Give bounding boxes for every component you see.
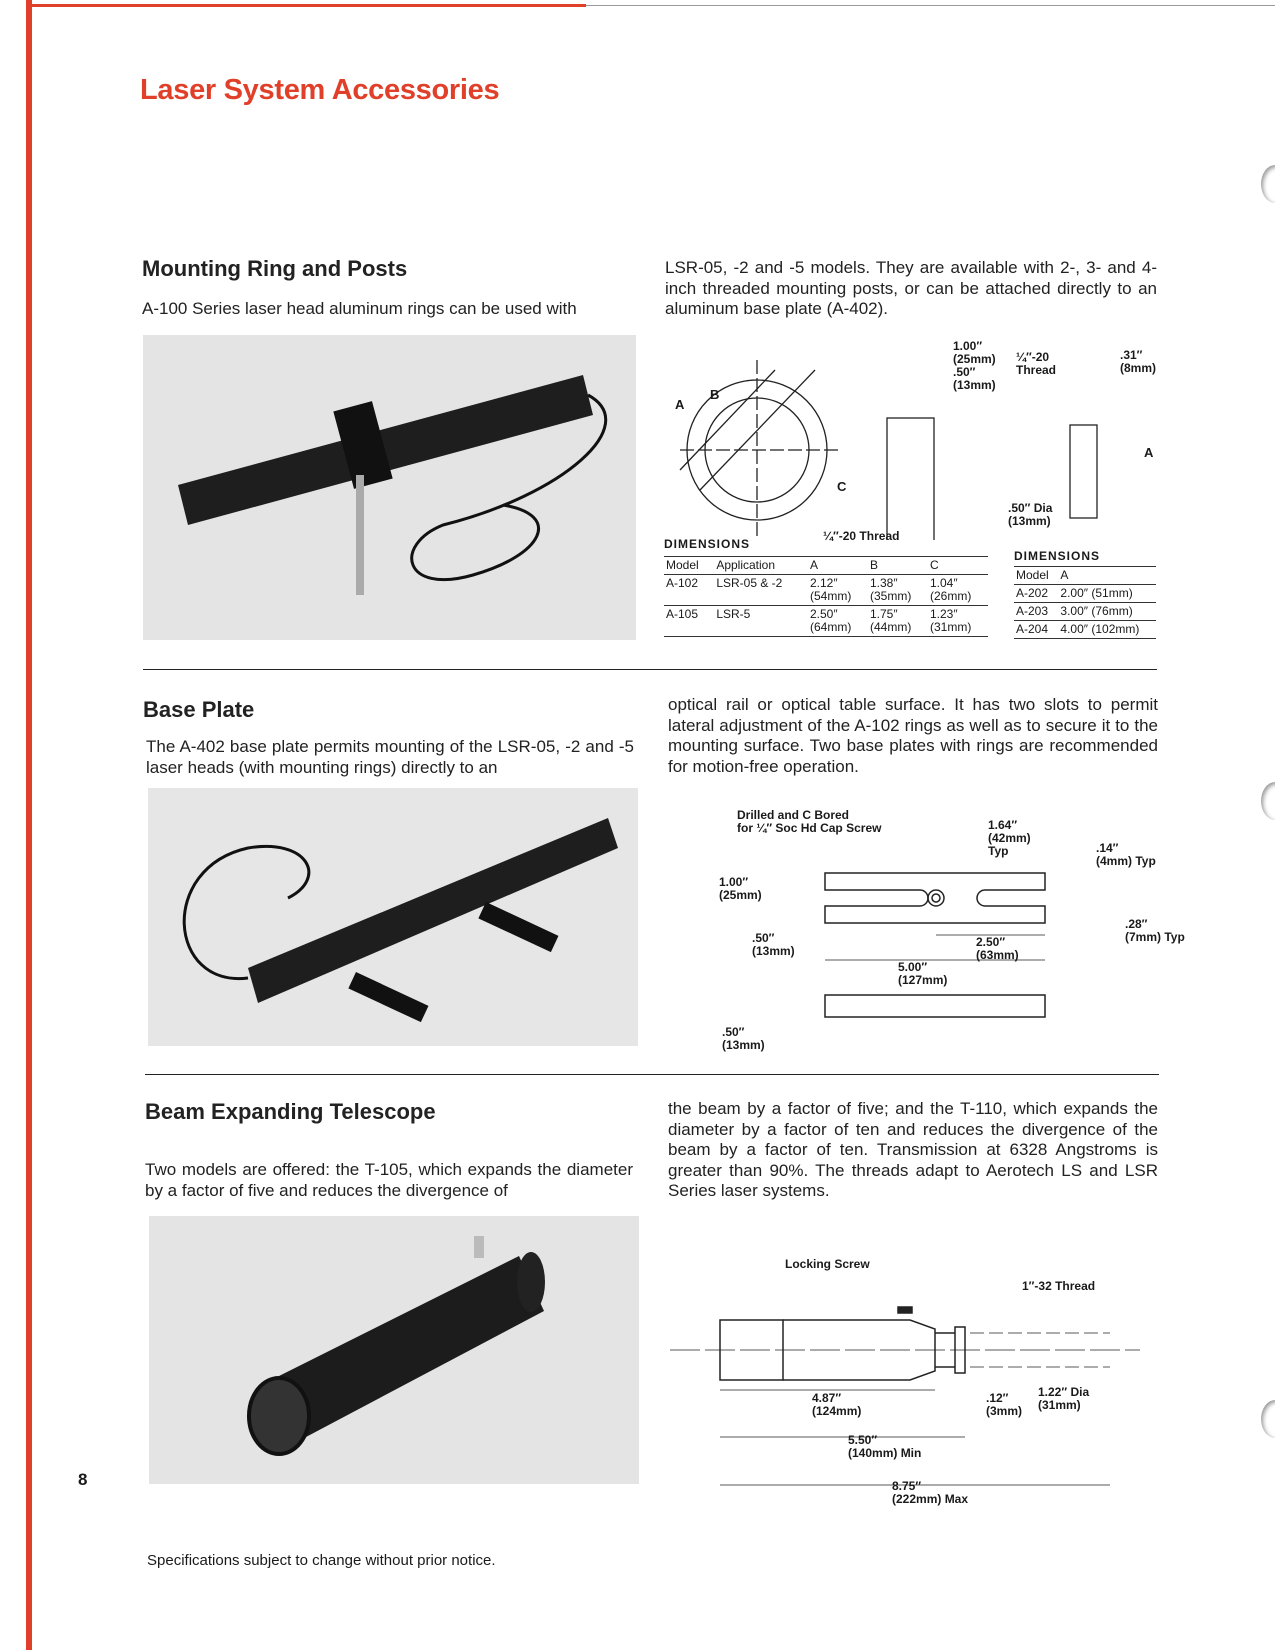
binder-hole	[1261, 782, 1275, 820]
dim-value-mm: (8mm)	[1120, 361, 1157, 375]
dim-value: 2.50″	[976, 935, 1006, 949]
dim-value-mm: (31mm)	[1038, 1398, 1081, 1412]
dim-value: 4.87″	[812, 1391, 842, 1405]
dim-value-mm: (222mm) Max	[892, 1492, 969, 1506]
mounting-text-right: LSR-05, -2 and -5 models. They are available with 2-, 3- and 4-inch threaded mounting posts, or can be attached directly to an aluminum base plate (A-402).	[665, 258, 1157, 318]
slot-width-label	[1096, 842, 1156, 868]
red-margin-bar	[26, 0, 32, 1650]
telescope-text-left: Two models are offered: the T-105, which expands the diameter by a factor of five and reduces the divergence of	[145, 1160, 633, 1200]
table-cell: 1.23″ (31mm)	[930, 607, 972, 634]
dim-value: 1.22″ Dia	[1038, 1385, 1090, 1399]
half-height-label	[752, 932, 795, 958]
column-header: Model	[666, 558, 699, 572]
section-heading-mounting: Mounting Ring and Posts	[142, 256, 408, 281]
dim-value: .12″	[986, 1391, 1009, 1405]
dim-value: for ¼″ Soc Hd Cap Screw	[737, 821, 882, 835]
laser-photo-illustration	[143, 335, 636, 640]
dim-value-mm: (13mm)	[722, 1038, 765, 1052]
mounting-ring-diagram	[640, 340, 1160, 540]
table-cell: A-202	[1016, 586, 1049, 600]
table-cell: A-105	[666, 607, 699, 621]
dim-value-mm: (3mm)	[986, 1404, 1023, 1418]
table-row	[1014, 603, 1156, 621]
dim-value: ¼″-20	[1016, 350, 1050, 364]
dim-b-label: B	[710, 387, 720, 402]
dim-value: 1.00″	[953, 339, 983, 353]
table-cell: LSR-05 & -2	[716, 576, 783, 590]
ring-dimensions-table	[664, 556, 988, 637]
dim-value: Typ	[988, 844, 1009, 858]
dim-value: .28″	[1125, 917, 1148, 931]
table-row	[1014, 621, 1156, 639]
mounting-text-left: A-100 Series laser head aluminum rings can be used with	[142, 299, 577, 318]
dim-value-mm: (42mm)	[988, 831, 1031, 845]
dim-value: 1.00″	[719, 875, 749, 889]
photo-laser-on-base-plate	[148, 788, 638, 1046]
dim-value: .50″	[752, 931, 775, 945]
half-length-label	[976, 936, 1019, 962]
dim-a-label: A	[675, 397, 685, 412]
section-divider	[145, 1074, 1159, 1075]
dim-value: 5.50″	[848, 1433, 878, 1447]
table-cell: A-102	[666, 576, 699, 590]
table-row	[664, 575, 988, 606]
ring-width-label	[986, 1392, 1022, 1418]
binder-hole	[1261, 1400, 1275, 1438]
table-cell: 2.12″ (54mm)	[810, 576, 852, 603]
photo-laser-with-mounting-ring	[143, 335, 636, 640]
dim-value: Thread	[1016, 363, 1057, 377]
dim-value: Drilled and C Bored	[737, 808, 850, 822]
dim-value-mm: (25mm)	[953, 352, 996, 366]
column-header: Application	[716, 558, 776, 572]
binder-hole	[1261, 165, 1275, 203]
table-cell: LSR-5	[716, 607, 751, 621]
baseplate-text-right: optical rail or optical table surface. It has two slots to permit lateral adjustment of the A-102 rings as well as to secure it to the mounting surface. Two base plates with rings are recommended for motion-free operation.	[668, 695, 1158, 776]
thread-label: 1″-32 Thread	[1022, 1279, 1096, 1293]
slot-spacing-label	[1125, 918, 1185, 944]
dim-value-mm: (13mm)	[1008, 514, 1051, 528]
dim-value-mm: (13mm)	[752, 944, 795, 958]
length-label	[898, 961, 947, 987]
post-table-title: DIMENSIONS	[1014, 549, 1101, 563]
table-cell: A-203	[1016, 604, 1049, 618]
baseplate-text-left: The A-402 base plate permits mounting of the LSR-05, -2 and -5 laser heads (with mounting rings) directly to an	[146, 737, 634, 777]
bore-label	[737, 809, 881, 835]
ring-width-label	[953, 340, 996, 392]
section-heading-telescope: Beam Expanding Telescope	[145, 1099, 436, 1124]
table-header-row	[1014, 567, 1156, 585]
dim-value: .31″	[1120, 348, 1143, 362]
slot-label	[988, 819, 1031, 858]
dim-value: .50″	[722, 1025, 745, 1039]
page-number: 8	[78, 1470, 88, 1489]
dim-value-mm: (7mm) Typ	[1125, 930, 1185, 944]
footer-note: Specifications subject to change without prior notice.	[147, 1552, 496, 1569]
table-cell: 2.50″ (64mm)	[810, 607, 852, 634]
dim-value: .50″	[953, 365, 976, 379]
height-label	[719, 876, 762, 902]
table-cell: 4.00″ (102mm)	[1060, 622, 1140, 636]
dim-value: .14″	[1096, 841, 1119, 855]
dim-value-mm: (4mm) Typ	[1096, 854, 1156, 868]
dim-value-mm: (127mm)	[898, 973, 948, 987]
column-header: A	[1060, 568, 1069, 582]
dim-value-mm: (124mm)	[812, 1404, 862, 1418]
table-cell: 3.00″ (76mm)	[1060, 604, 1133, 618]
ring-table-title: DIMENSIONS	[664, 537, 751, 551]
dim-value-mm: (13mm)	[953, 378, 996, 392]
laser-photo-illustration	[148, 788, 638, 1046]
table-cell: 1.75″ (44mm)	[870, 607, 912, 634]
post-dia-label	[1008, 502, 1052, 528]
table-cell: 1.04″ (26mm)	[930, 576, 972, 603]
column-header: Model	[1016, 568, 1049, 582]
photo-beam-expanding-telescope	[149, 1216, 639, 1484]
dim-value: 1.64″	[988, 818, 1018, 832]
column-header: A	[810, 558, 819, 572]
table-cell: 2.00″ (51mm)	[1060, 586, 1133, 600]
dim-value-mm: (63mm)	[976, 948, 1019, 962]
table-cell: A-204	[1016, 622, 1049, 636]
column-header: B	[870, 558, 879, 572]
ring-thread-label: ¼″-20 Thread	[823, 529, 900, 543]
telescope-text-right: the beam by a factor of five; and the T-110, which expands the diameter by a factor of ten and reduces the divergence of the beam by a factor of ten. Transmission at 6328 Angstroms is greater than 90%. The threads adapt to Aerotech LS and LSR Series laser systems.	[668, 1099, 1158, 1200]
min-length-label	[848, 1434, 921, 1460]
thickness-label	[722, 1026, 765, 1052]
page-title: Laser System Accessories	[140, 74, 500, 106]
post-top-label	[1120, 349, 1156, 375]
body-length-label	[812, 1392, 861, 1418]
post-dimensions-table	[1014, 566, 1156, 639]
table-header-row	[664, 557, 988, 575]
locking-screw-label: Locking Screw	[785, 1257, 870, 1271]
column-header: C	[930, 558, 939, 572]
table-cell: 1.38″ (35mm)	[870, 576, 912, 603]
table-row	[664, 606, 988, 637]
post-thread-label	[1016, 351, 1056, 377]
dim-value-mm: (25mm)	[719, 888, 762, 902]
diameter-label	[1038, 1386, 1089, 1412]
section-heading-baseplate: Base Plate	[143, 697, 255, 722]
section-divider	[143, 669, 1157, 670]
dim-value-mm: (140mm) Min	[848, 1446, 922, 1460]
top-rule-gray	[586, 5, 1275, 6]
dim-value: .50″ Dia	[1008, 501, 1053, 515]
table-row	[1014, 585, 1156, 603]
dim-c-label: C	[837, 479, 847, 494]
top-rule	[26, 4, 586, 7]
post-a-label: A	[1144, 445, 1154, 460]
max-length-label	[892, 1480, 968, 1506]
dim-value: 5.00″	[898, 960, 928, 974]
telescope-photo-illustration	[149, 1216, 639, 1484]
dim-value: 8.75″	[892, 1479, 922, 1493]
